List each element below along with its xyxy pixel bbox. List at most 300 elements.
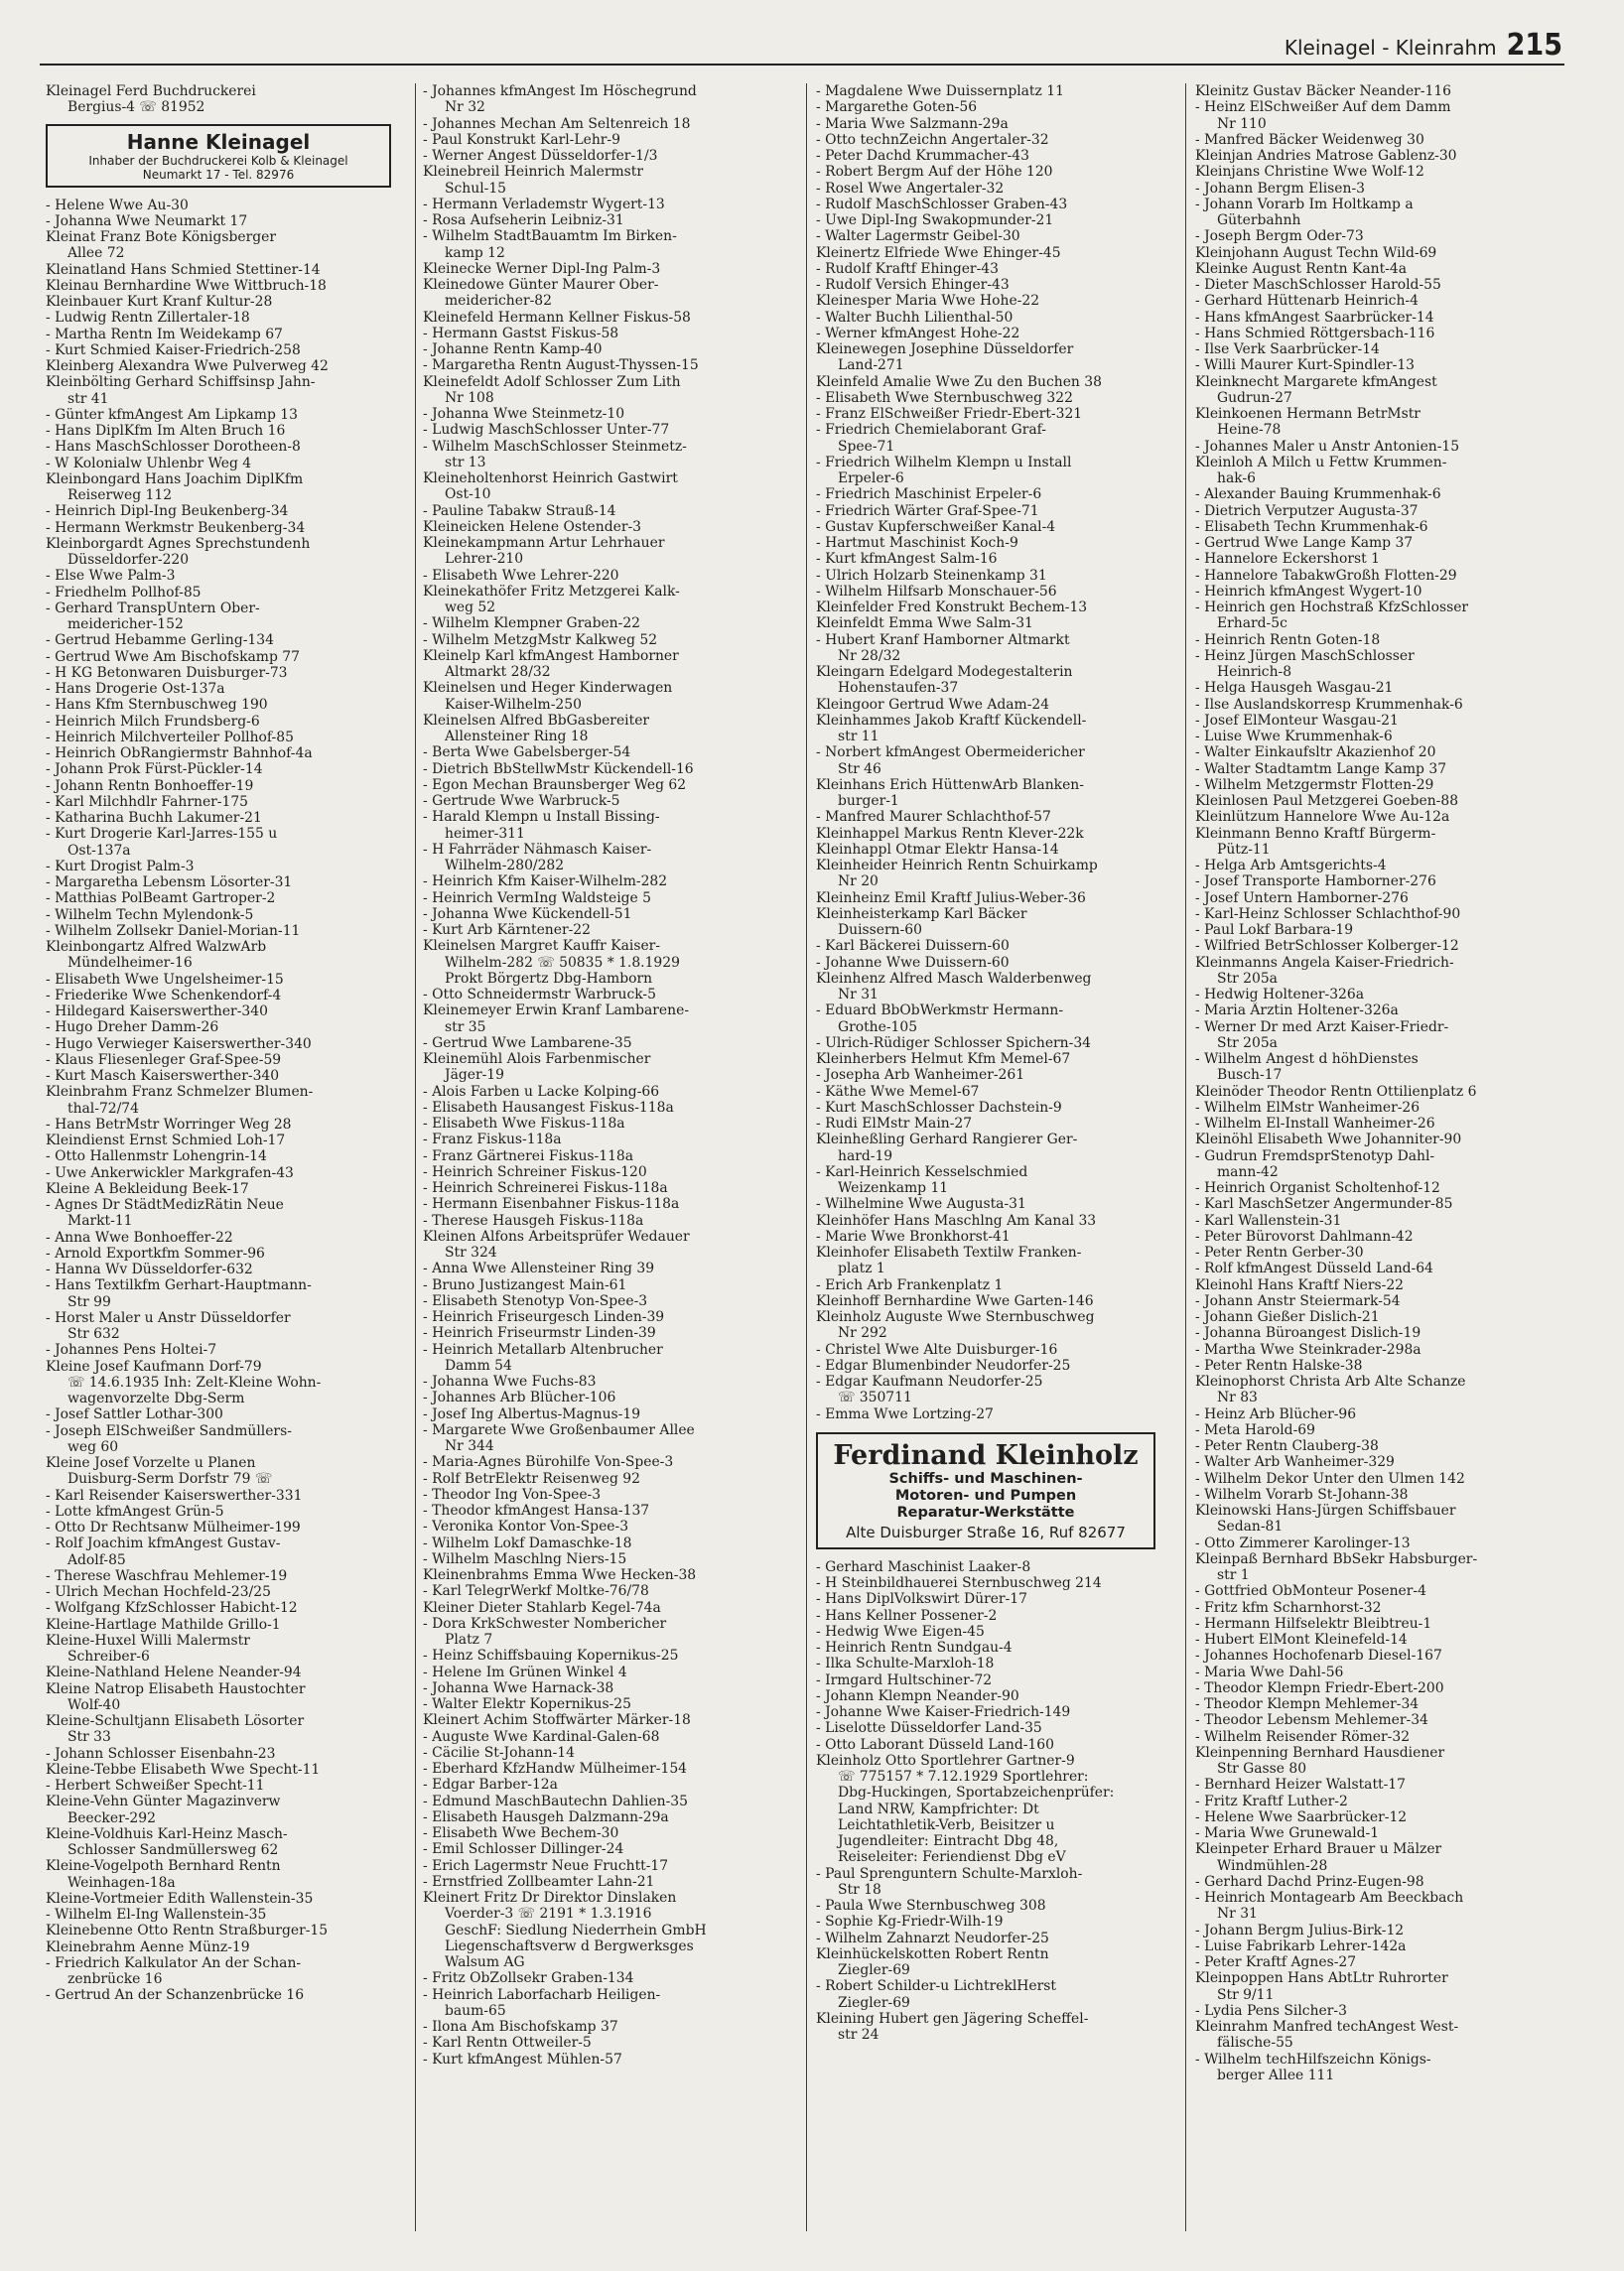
directory-entry-line: Kleinhöfer Hans Maschlng Am Kanal 33 bbox=[816, 1212, 1097, 1229]
directory-entry-line: Bergius-4 ☏ 81952 bbox=[68, 99, 205, 116]
directory-entry-line: Allee 72 bbox=[68, 245, 125, 262]
directory-entry-line: Kleinelsen Margret Kauffr Kaiser- bbox=[423, 938, 661, 955]
directory-entry-line: - Dora KrkSchwester Nombericher bbox=[423, 1615, 667, 1632]
directory-entry-line: - Maria Wwe Dahl-56 bbox=[1195, 1664, 1344, 1680]
directory-entry-line: platz 1 bbox=[838, 1261, 885, 1277]
directory-entry-line: - Maria Wwe Salzmann-29a bbox=[816, 115, 1009, 132]
directory-entry-line: - Christel Wwe Alte Duisburger-16 bbox=[816, 1341, 1058, 1358]
directory-entry-line: - Wilhelm Lokf Damaschke-18 bbox=[423, 1535, 632, 1551]
directory-entry-line: Kleine A Bekleidung Beek-17 bbox=[46, 1180, 249, 1197]
directory-entry-line: Kleinhans Erich HüttenwArb Blanken- bbox=[816, 776, 1084, 793]
directory-entry-line: - Hedwig Holtener-326a bbox=[1195, 987, 1364, 1002]
directory-entry-line: Kleinhappel Markus Rentn Klever-22k bbox=[816, 825, 1084, 842]
directory-entry-line: - Helga Arb Amtsgerichts-4 bbox=[1195, 858, 1387, 873]
directory-entry-line: - Heinz Schiffsbauing Kopernikus-25 bbox=[423, 1648, 679, 1665]
directory-entry-line: - Cäcilie St-Johann-14 bbox=[423, 1744, 575, 1761]
directory-entry-line: - Agnes Dr StädtMedizRätin Neue bbox=[46, 1197, 284, 1213]
advertisement-kleinagel bbox=[46, 124, 391, 188]
directory-entry-line: Kleinefeld Hermann Kellner Fiskus-58 bbox=[423, 309, 691, 326]
directory-entry-line: - Peter Bürovorst Dahlmann-42 bbox=[1195, 1228, 1414, 1245]
directory-entry-line: - Edgar Blumenbinder Neudorfer-25 bbox=[816, 1357, 1071, 1374]
directory-entry-line: Str Gasse 80 bbox=[1217, 1761, 1307, 1777]
directory-entry-line: - Maria Wwe Grunewald-1 bbox=[1195, 1825, 1380, 1841]
directory-entry-line: Liegenschaftsverw d Bergwerksges bbox=[445, 1937, 694, 1954]
directory-entry-line: Markt-11 bbox=[68, 1213, 133, 1230]
directory-entry-line: - Edgar Barber-12a bbox=[423, 1777, 558, 1794]
directory-entry-line: Kleinöhl Elisabeth Wwe Johanniter-90 bbox=[1195, 1132, 1462, 1148]
directory-entry-line: - Heinrich Milch Frundsberg-6 bbox=[46, 713, 260, 730]
directory-entry-line: Kleinebreil Heinrich Malermstr bbox=[423, 164, 643, 181]
ad-line: Schiffs- und Maschinen- bbox=[888, 1470, 1083, 1487]
directory-entry-line: - Alois Farben u Lacke Kolping-66 bbox=[423, 1083, 660, 1100]
directory-entry-line: - Kurt Drogerie Karl-Jarres-155 u bbox=[46, 826, 278, 843]
directory-entry-line: Kleinhückelskotten Robert Rentn bbox=[816, 1945, 1049, 1962]
directory-entry-line: - Magdalene Wwe Duissernplatz 11 bbox=[816, 83, 1064, 99]
column-rule bbox=[1185, 83, 1186, 2231]
directory-entry-line: - Paula Wwe Sternbuschweg 308 bbox=[816, 1898, 1046, 1914]
directory-entry-line: Mündelheimer-16 bbox=[68, 955, 193, 972]
directory-entry-line: Kleine-Schultjann Elisabeth Lösorter bbox=[46, 1713, 305, 1729]
directory-entry-line: - Herbert Schweißer Specht-11 bbox=[46, 1778, 265, 1794]
directory-entry-line: Nr 292 bbox=[838, 1325, 887, 1342]
directory-entry-line: str 11 bbox=[838, 729, 880, 744]
directory-entry-line: Kleinkoenen Hermann BetrMstr bbox=[1195, 406, 1421, 422]
directory-entry-line: - Theodor Klempn Mehlemer-34 bbox=[1195, 1696, 1420, 1712]
directory-entry-line: Kleinau Bernhardine Wwe Wittbruch-18 bbox=[46, 277, 327, 294]
directory-entry-line: Str 18 bbox=[838, 1881, 881, 1898]
page-number: 215 bbox=[1506, 28, 1562, 63]
directory-entry-line: - Werner kfmAngest Hohe-22 bbox=[816, 325, 1020, 341]
directory-entry-line: Kleinloh A Milch u Fettw Krummen- bbox=[1195, 454, 1447, 470]
directory-entry-line: Kleinelp Karl kfmAngest Hamborner bbox=[423, 647, 679, 664]
directory-entry-line: Str 99 bbox=[68, 1293, 111, 1310]
column-4-entries bbox=[1195, 83, 1562, 2083]
column-1 bbox=[46, 83, 413, 2231]
directory-entry-line: Busch-17 bbox=[1217, 1067, 1283, 1084]
directory-entry-line: - Johannes Arb Blücher-106 bbox=[423, 1390, 616, 1406]
directory-entry-line: - Johann Vorarb Im Holtkamp a bbox=[1195, 196, 1414, 212]
directory-entry-line: Kleinert Fritz Dr Direktor Dinslaken bbox=[423, 1890, 677, 1906]
directory-entry-line: - Eduard BbObWerkmstr Hermann- bbox=[816, 1002, 1064, 1019]
directory-entry-line: Kleinbrahm Franz Schmelzer Blumen- bbox=[46, 1084, 314, 1101]
directory-entry-line: Kleine-Nathland Helene Neander-94 bbox=[46, 1665, 302, 1681]
column-1-top-entries bbox=[46, 83, 413, 116]
directory-entry-line: - Heinrich VermIng Waldsteige 5 bbox=[423, 889, 652, 906]
directory-entry-line: Str 9/11 bbox=[1217, 1986, 1275, 2003]
directory-entry-line: - Gerhard Dachd Prinz-Eugen-98 bbox=[1195, 1873, 1424, 1890]
directory-entry-line: - Rosa Aufseherin Leibniz-31 bbox=[423, 212, 624, 228]
directory-entry-line: fälische-55 bbox=[1217, 2035, 1293, 2052]
directory-entry-line: Walsum AG bbox=[445, 1954, 525, 1970]
directory-entry-line: - Peter Dachd Krummacher-43 bbox=[816, 148, 1029, 164]
directory-entry-line: - Johanna Büroangest Dislich-19 bbox=[1195, 1325, 1421, 1342]
directory-entry-line: Kleine Josef Kaufmann Dorf-79 bbox=[46, 1358, 262, 1375]
directory-entry-line: - Hartmut Maschinist Koch-9 bbox=[816, 535, 1018, 551]
directory-entry-line: meidericher-82 bbox=[445, 293, 552, 310]
directory-entry-line: - Johanna Wwe Neumarkt 17 bbox=[46, 212, 248, 229]
directory-entry-line: Kleinitz Gustav Bäcker Neander-116 bbox=[1195, 83, 1452, 99]
directory-entry-line: - Gertrud An der Schanzenbrücke 16 bbox=[46, 1987, 305, 2004]
directory-entry-line: - Auguste Wwe Kardinal-Galen-68 bbox=[423, 1728, 660, 1745]
directory-entry-line: Erhard-5c bbox=[1217, 615, 1287, 632]
directory-entry-line: - Heinrich Kfm Kaiser-Wilhelm-282 bbox=[423, 873, 668, 890]
directory-entry-line: - Dieter MaschSchlosser Harold-55 bbox=[1195, 277, 1441, 293]
directory-entry-line: - Karl Wallenstein-31 bbox=[1195, 1212, 1342, 1229]
directory-entry-line: - Else Wwe Palm-3 bbox=[46, 568, 176, 585]
directory-entry-line: Kleindienst Ernst Schmied Loh-17 bbox=[46, 1133, 286, 1148]
directory-entry-line: Duissern-60 bbox=[838, 922, 922, 938]
directory-entry-line: - Maria Ärztin Holtener-326a bbox=[1195, 1002, 1399, 1019]
directory-entry-line: - Anna Wwe Bonhoeffer-22 bbox=[46, 1229, 233, 1246]
directory-entry-line: Land-271 bbox=[838, 357, 904, 374]
directory-entry-line: - Egon Mechan Braunsberger Weg 62 bbox=[423, 776, 687, 793]
directory-entry-line: Wilhelm-282 ☏ 50835 * 1.8.1929 bbox=[445, 954, 680, 971]
directory-entry-line: GeschF: Siedlung Niederrhein GmbH bbox=[445, 1922, 707, 1938]
directory-entry-line: - Pauline Tabakw Strauß-14 bbox=[423, 502, 616, 519]
directory-entry-line: Ost-10 bbox=[445, 486, 491, 503]
directory-entry-line: - Josef Sattler Lothar-300 bbox=[46, 1406, 223, 1423]
directory-entry-line: Str 205a bbox=[1217, 1034, 1278, 1051]
directory-entry-line: - Eberhard KfzHandw Mülheimer-154 bbox=[423, 1761, 688, 1777]
directory-entry-line: Kleinheider Heinrich Rentn Schuirkamp bbox=[816, 858, 1098, 873]
directory-entry-line: - Paul Sprenguntern Schulte-Marxloh- bbox=[816, 1865, 1083, 1882]
directory-entry-line: mann-42 bbox=[1217, 1163, 1279, 1180]
directory-entry-line: - Rolf Joachim kfmAngest Gustav- bbox=[46, 1536, 281, 1552]
directory-entry-line: Kleineicken Helene Ostender-3 bbox=[423, 518, 641, 535]
directory-entry-line: - H Steinbildhauerei Sternbuschweg 214 bbox=[816, 1575, 1102, 1591]
directory-entry-line: - Elisabeth Wwe Fiskus-118a bbox=[423, 1116, 625, 1132]
directory-entry-line: Weinhagen-18a bbox=[68, 1874, 176, 1891]
directory-entry-line: - Ulrich Holzarb Steinenkamp 31 bbox=[816, 567, 1047, 584]
directory-entry-line: - Heinrich Schreiner Fiskus-120 bbox=[423, 1163, 647, 1180]
directory-entry-line: Kleinborgardt Agnes Sprechstundenh bbox=[46, 535, 311, 552]
directory-entry-line: Kleinöder Theodor Rentn Ottilienplatz 6 bbox=[1195, 1083, 1477, 1100]
directory-entry-line: Str 33 bbox=[68, 1729, 111, 1746]
directory-entry-line: ☏ 350711 bbox=[838, 1390, 912, 1406]
directory-entry-line: - Rolf kfmAngest Düsseld Land-64 bbox=[1195, 1261, 1433, 1277]
directory-entry-line: - Werner Dr med Arzt Kaiser-Friedr- bbox=[1195, 1018, 1449, 1035]
directory-entry-line: - Wilhelm Maschlng Niers-15 bbox=[423, 1550, 627, 1567]
directory-entry-line: - Johannes Pens Holtei-7 bbox=[46, 1342, 217, 1359]
directory-entry-line: Kleinewegen Josephine Düsseldorfer bbox=[816, 341, 1074, 357]
directory-entry-line: - Johanne Wwe Kaiser-Friedrich-149 bbox=[816, 1704, 1071, 1720]
directory-entry-line: - Otto Dr Rechtsanw Mülheimer-199 bbox=[46, 1520, 301, 1536]
directory-entry-line: Platz 7 bbox=[445, 1632, 493, 1648]
directory-entry-line: - Anna Wwe Allensteiner Ring 39 bbox=[423, 1261, 655, 1277]
directory-entry-line: heimer-311 bbox=[445, 825, 525, 842]
directory-entry-line: - Friedrich Chemielaborant Graf- bbox=[816, 422, 1046, 439]
directory-entry-line: - Marie Wwe Bronkhorst-41 bbox=[816, 1228, 1011, 1245]
directory-entry-line: Kleinertz Elfriede Wwe Ehinger-45 bbox=[816, 244, 1061, 261]
directory-entry-line: - Ulrich Mechan Hochfeld-23/25 bbox=[46, 1584, 271, 1600]
directory-entry-line: - Irmgard Hultschiner-72 bbox=[816, 1671, 993, 1688]
directory-entry-line: - Lotte kfmAngest Grün-5 bbox=[46, 1503, 224, 1520]
directory-entry-line: - Meta Harold-69 bbox=[1195, 1421, 1315, 1438]
directory-entry-line: - Fritz Kraftf Luther-2 bbox=[1195, 1793, 1348, 1809]
directory-entry-line: Kleinecke Werner Dipl-Ing Palm-3 bbox=[423, 260, 661, 277]
directory-entry-line: - Elisabeth Stenotyp Von-Spee-3 bbox=[423, 1292, 648, 1309]
directory-entry-line: - Rudolf Versich Ehinger-43 bbox=[816, 277, 1010, 293]
directory-entry-line: - Heinrich Metallarb Altenbrucher bbox=[423, 1341, 663, 1358]
directory-entry-line: - Walter Arb Wanheimer-329 bbox=[1195, 1454, 1395, 1471]
directory-entry-line: - Heinrich ObRangiermstr Bahnhof-4a bbox=[46, 745, 313, 761]
directory-entry-line: Reiserweg 112 bbox=[68, 487, 173, 503]
directory-entry-line: - Wilhelm Klempner Graben-22 bbox=[423, 615, 640, 632]
directory-entry-line: Kleine-Huxel Willi Malermstr bbox=[46, 1632, 250, 1649]
directory-entry-line: Erpeler-6 bbox=[838, 470, 904, 486]
directory-entry-line: - Walter Lagermstr Geibel-30 bbox=[816, 228, 1020, 245]
directory-entry-line: kamp 12 bbox=[445, 244, 505, 261]
directory-entry-line: - Hans MaschSchlosser Dorotheen-8 bbox=[46, 439, 301, 456]
directory-entry-line: Jugendleiter: Eintracht Dbg 48, bbox=[838, 1833, 1059, 1849]
directory-entry-line: - Friedrich Wilhelm Klempn u Install bbox=[816, 454, 1072, 470]
directory-entry-line: Kleinpenning Bernhard Hausdiener bbox=[1195, 1744, 1445, 1761]
directory-entry-line: - Heinrich Dipl-Ing Beukenberg-34 bbox=[46, 503, 289, 520]
directory-entry-line: - Gertrud Wwe Lange Kamp 37 bbox=[1195, 535, 1414, 551]
directory-entry-line: - Hildegard Kaiserswerther-340 bbox=[46, 1003, 268, 1019]
directory-entry-line: - Theodor Ing Von-Spee-3 bbox=[423, 1486, 602, 1503]
directory-entry-line: - Heinz Arb Blücher-96 bbox=[1195, 1405, 1357, 1422]
directory-entry-line: Düsseldorfer-220 bbox=[68, 552, 190, 568]
advertisement-kleinholz bbox=[816, 1432, 1155, 1549]
directory-entry-line: Kleinhenz Alfred Masch Walderbenweg bbox=[816, 970, 1092, 987]
directory-entry-line: Nr 32 bbox=[445, 99, 485, 116]
directory-entry-line: - Hans Schmied Röttgersbach-116 bbox=[1195, 325, 1435, 341]
directory-entry-line: - Wilhelm techHilfszeichn Königs- bbox=[1195, 2051, 1431, 2068]
directory-entry-line: - Johanne Wwe Duissern-60 bbox=[816, 954, 1010, 971]
directory-entry-line: - Wilfried BetrSchlosser Kolberger-12 bbox=[1195, 938, 1459, 955]
directory-entry-line: - Manfred Bäcker Weidenweg 30 bbox=[1195, 131, 1424, 148]
directory-entry-line: - Paul Konstrukt Karl-Lehr-9 bbox=[423, 131, 620, 148]
directory-entry-line: Kleinatland Hans Schmied Stettiner-14 bbox=[46, 261, 321, 278]
directory-entry-line: Kleinagel Ferd Buchdruckerei bbox=[46, 83, 256, 99]
directory-entry-line: - W Kolonialw Uhlenbr Weg 4 bbox=[46, 455, 252, 471]
directory-entry-line: Nr 83 bbox=[1217, 1390, 1258, 1406]
directory-entry-line: - Rosel Wwe Angertaler-32 bbox=[816, 180, 1005, 197]
directory-entry-line: Kleinefeldt Adolf Schlosser Zum Lith bbox=[423, 373, 681, 390]
directory-entry-line: Kleine-Tebbe Elisabeth Wwe Specht-11 bbox=[46, 1761, 321, 1778]
directory-entry-line: - Johannes Maler u Anstr Antonien-15 bbox=[1195, 438, 1460, 455]
directory-entry-line: str 24 bbox=[838, 2027, 880, 2043]
directory-entry-line: Str 324 bbox=[445, 1245, 497, 1261]
directory-entry-line: - Gertrude Wwe Warbruck-5 bbox=[423, 793, 620, 809]
directory-entry-line: - Dietrich BbStellwMstr Kückendell-16 bbox=[423, 760, 694, 777]
directory-entry-line: Reiseleiter: Feriendienst Dbg eV bbox=[838, 1849, 1066, 1866]
directory-entry-line: - Heinrich Rentn Sundgau-4 bbox=[816, 1640, 1013, 1656]
directory-entry-line: Windmühlen-28 bbox=[1217, 1857, 1328, 1874]
directory-entry-line: - Kurt Arb Kärntener-22 bbox=[423, 922, 591, 938]
column-2-entries bbox=[423, 83, 790, 2068]
directory-entry-line: - Johann Bergm Julius-Birk-12 bbox=[1195, 1922, 1405, 1938]
directory-entry-line: - Walter Einkaufsltr Akazienhof 20 bbox=[1195, 744, 1436, 761]
directory-entry-line: - Otto Hallenmstr Lohengrin-14 bbox=[46, 1148, 267, 1165]
directory-entry-line: - Franz Gärtnerei Fiskus-118a bbox=[423, 1147, 634, 1164]
directory-entry-line: - Martha Rentn Im Weidekamp 67 bbox=[46, 326, 283, 342]
directory-entry-line: - Therese Hausgeh Fiskus-118a bbox=[423, 1212, 644, 1229]
directory-entry-line: - Ilse Verk Saarbrücker-14 bbox=[1195, 341, 1380, 357]
directory-entry-line: - Gertrud Hebamme Gerling-134 bbox=[46, 632, 274, 649]
directory-entry-line: Kleinekathöfer Fritz Metzgerei Kalk- bbox=[423, 583, 680, 600]
directory-entry-line: - Hans kfmAngest Saarbrücker-14 bbox=[1195, 309, 1434, 326]
directory-entry-line: - Franz Fiskus-118a bbox=[423, 1132, 562, 1148]
directory-entry-line: - Theodor kfmAngest Hansa-137 bbox=[423, 1503, 650, 1519]
directory-entry-line: Wilhelm-280/282 bbox=[445, 858, 565, 873]
ad-line: Neumarkt 17 - Tel. 82976 bbox=[142, 167, 295, 182]
directory-entry-line: - Heinrich kfmAngest Wygert-10 bbox=[1195, 583, 1422, 600]
running-head bbox=[1285, 28, 1562, 63]
ad-line: Motoren- und Pumpen bbox=[894, 1487, 1077, 1504]
directory-entry-line: - Hannelore Eckershorst 1 bbox=[1195, 551, 1380, 568]
directory-entry-line: - Theodor Lebensm Mehlemer-34 bbox=[1195, 1712, 1428, 1729]
directory-entry-line: - Margaretha Rentn August-Thyssen-15 bbox=[423, 357, 699, 374]
directory-entry-line: Kleinheisterkamp Karl Bäcker bbox=[816, 905, 1027, 922]
directory-entry-line: - Johann Schlosser Eisenbahn-23 bbox=[46, 1745, 276, 1762]
directory-entry-line: - Peter Kraftf Agnes-27 bbox=[1195, 1954, 1357, 1970]
directory-entry-line: - Veronika Kontor Von-Spee-3 bbox=[423, 1519, 629, 1536]
directory-entry-line: - Hermann Verlademstr Wygert-13 bbox=[423, 196, 665, 212]
directory-entry-line: Kleinhammes Jakob Kraftf Kückendell- bbox=[816, 712, 1087, 729]
directory-entry-line: Kleinheinz Emil Kraftf Julius-Weber-36 bbox=[816, 889, 1086, 906]
directory-entry-line: wagenvorzelte Dbg-Serm bbox=[68, 1391, 245, 1406]
directory-entry-line: - H KG Betonwaren Duisburger-73 bbox=[46, 664, 288, 681]
directory-entry-line: Hohenstaufen-37 bbox=[838, 680, 959, 697]
directory-entry-line: Weizenkamp 11 bbox=[838, 1180, 949, 1196]
directory-entry-line: Kleinheßling Gerhard Rangierer Ger- bbox=[816, 1132, 1078, 1148]
directory-entry-line: - Hermann Werkmstr Beukenberg-34 bbox=[46, 519, 306, 536]
directory-entry-line: - Wilhelm Dekor Unter den Ulmen 142 bbox=[1195, 1470, 1465, 1487]
directory-entry-line: Kleinhappl Otmar Elektr Hansa-14 bbox=[816, 841, 1059, 858]
column-3-entries bbox=[816, 83, 1183, 1422]
directory-entry-line: Lehrer-210 bbox=[445, 551, 524, 568]
column-2 bbox=[423, 83, 790, 2231]
directory-entry-line: - Josef Ing Albertus-Magnus-19 bbox=[423, 1405, 641, 1422]
directory-entry-line: - Robert Schilder-u LichtreklHerst bbox=[816, 1978, 1056, 1995]
directory-entry-line: - Theodor Klempn Friedr-Ebert-200 bbox=[1195, 1679, 1444, 1696]
directory-entry-line: baum-65 bbox=[445, 2002, 506, 2019]
directory-entry-line: Spee-71 bbox=[838, 438, 895, 455]
directory-entry-line: - Hubert Kranf Hamborner Altmarkt bbox=[816, 631, 1070, 648]
directory-entry-line: - Hans DiplKfm Im Alten Bruch 16 bbox=[46, 423, 286, 439]
directory-entry-line: - Heinrich Organist Scholtenhof-12 bbox=[1195, 1180, 1440, 1196]
directory-entry-line: - Hans Kfm Sternbuschweg 190 bbox=[46, 697, 268, 714]
column-3 bbox=[816, 83, 1183, 2231]
directory-entry-line: Kleine Natrop Elisabeth Haustochter bbox=[46, 1680, 306, 1697]
directory-entry-line: Kleiner Dieter Stahlarb Kegel-74a bbox=[423, 1599, 661, 1616]
directory-entry-line: - Wilhelm Techn Mylendonk-5 bbox=[46, 906, 254, 923]
directory-entry-line: Nr 20 bbox=[838, 873, 879, 890]
directory-entry-line: - Heinrich Friseurmstr Linden-39 bbox=[423, 1325, 656, 1342]
directory-entry-line: - Otto Laborant Düsseld Land-160 bbox=[816, 1736, 1054, 1753]
directory-entry-line: Nr 108 bbox=[445, 389, 494, 406]
running-head-range: Kleinagel - Kleinrahm bbox=[1284, 36, 1497, 60]
directory-entry-line: - Wilhelm StadtBauamtm Im Birken- bbox=[423, 228, 677, 245]
directory-entry-line: Dbg-Huckingen, Sportabzeichenprüfer: bbox=[838, 1785, 1115, 1802]
directory-entry-line: Kleinfeld Amalie Wwe Zu den Buchen 38 bbox=[816, 373, 1102, 390]
directory-entry-line: Beecker-292 bbox=[68, 1809, 156, 1826]
directory-entry-line: Kleinholz Otto Sportlehrer Gartner-9 bbox=[816, 1752, 1075, 1769]
directory-entry-line: - Berta Wwe Gabelsberger-54 bbox=[423, 744, 631, 761]
directory-entry-line: - Kurt Masch Kaiserswerther-340 bbox=[46, 1068, 280, 1084]
directory-entry-line: Gudrun-27 bbox=[1217, 389, 1292, 406]
directory-entry-line: - Gerhard Maschinist Laaker-8 bbox=[816, 1558, 1031, 1575]
directory-entry-line: - Johann Gießer Dislich-21 bbox=[1195, 1309, 1380, 1325]
directory-entry-line: - Friedrich Kalkulator An der Schan- bbox=[46, 1954, 302, 1971]
directory-entry-line: - Rolf BetrElektr Reisenweg 92 bbox=[423, 1470, 640, 1487]
directory-entry-line: Kleine-Voldhuis Karl-Heinz Masch- bbox=[46, 1825, 288, 1842]
directory-entry-line: - Walter Buchh Lilienthal-50 bbox=[816, 309, 1014, 326]
directory-entry-line: - Uwe Dipl-Ing Swakopmunder-21 bbox=[816, 212, 1054, 228]
directory-entry-line: - Wilhelm MaschSchlosser Steinmetz- bbox=[423, 438, 687, 455]
directory-entry-line: - Robert Bergm Auf der Höhe 120 bbox=[816, 164, 1053, 181]
directory-entry-line: berger Allee 111 bbox=[1217, 2067, 1335, 2083]
directory-entry-line: - Johann Bergm Elisen-3 bbox=[1195, 180, 1365, 197]
directory-entry-line: Kleingarn Edelgard Modegestalterin bbox=[816, 664, 1073, 680]
directory-entry-line: - Hans Kellner Possener-2 bbox=[816, 1607, 998, 1624]
directory-entry-line: - Franz ElSchweißer Friedr-Ebert-321 bbox=[816, 406, 1083, 422]
directory-entry-line: - Wilhelm ElMstr Wanheimer-26 bbox=[1195, 1099, 1421, 1116]
directory-entry-line: - Johannes kfmAngest Im Höschegrund bbox=[423, 83, 697, 99]
directory-entry-line: - Johann Klempn Neander-90 bbox=[816, 1687, 1019, 1704]
directory-entry-line: hak-6 bbox=[1217, 470, 1256, 486]
directory-entry-line: - Liselotte Düsseldorfer Land-35 bbox=[816, 1720, 1042, 1737]
directory-entry-line: - Norbert kfmAngest Obermeidericher bbox=[816, 744, 1085, 761]
directory-entry-line: - Matthias PolBeamt Gartroper-2 bbox=[46, 890, 276, 907]
directory-entry-line: Kleinesper Maria Wwe Hohe-22 bbox=[816, 293, 1040, 310]
directory-entry-line: Kleinhofer Elisabeth Textilw Franken- bbox=[816, 1245, 1082, 1261]
directory-entry-line: Ziegler-69 bbox=[838, 1994, 910, 2011]
directory-entry-line: - Karl-Heinz Schlosser Schlachthof-90 bbox=[1195, 905, 1461, 922]
directory-entry-line: str 35 bbox=[445, 1018, 486, 1035]
directory-entry-line: - Lydia Pens Silcher-3 bbox=[1195, 2002, 1347, 2019]
directory-entry-line: - Emma Wwe Lortzing-27 bbox=[816, 1405, 994, 1422]
directory-entry-line: - Karl Milchhdlr Fahrner-175 bbox=[46, 793, 249, 810]
directory-entry-line: - Fritz kfm Scharnhorst-32 bbox=[1195, 1599, 1382, 1616]
directory-entry-line: - Arnold Exportkfm Sommer-96 bbox=[46, 1245, 265, 1262]
directory-entry-line: thal-72/74 bbox=[68, 1100, 139, 1117]
directory-entry-line: Kleinke August Rentn Kant-4a bbox=[1195, 260, 1407, 277]
directory-entry-line: - Kurt kfmAngest Salm-16 bbox=[816, 551, 998, 568]
directory-entry-line: Kleinemeyer Erwin Kranf Lambarene- bbox=[423, 1002, 690, 1019]
directory-entry-line: - Karl Bäckerei Duissern-60 bbox=[816, 938, 1010, 955]
directory-entry-line: - Helene Wwe Au-30 bbox=[46, 197, 189, 213]
directory-entry-line: Voerder-3 ☏ 2191 * 1.3.1916 bbox=[445, 1906, 652, 1923]
directory-entry-line: Kleinfelder Fred Konstrukt Bechem-13 bbox=[816, 600, 1088, 615]
directory-entry-line: - Hermann Hilfselektr Bleibtreu-1 bbox=[1195, 1615, 1432, 1632]
directory-entry-line: - Heinrich Rentn Goten-18 bbox=[1195, 631, 1381, 648]
directory-entry-line: - Kurt Schmied Kaiser-Friedrich-258 bbox=[46, 341, 301, 358]
directory-entry-line: Kleinebenne Otto Rentn Straßburger-15 bbox=[46, 1923, 329, 1939]
directory-entry-line: Kleinbongard Hans Joachim DiplKfm bbox=[46, 470, 304, 487]
directory-entry-line: Kleinherbers Helmut Kfm Memel-67 bbox=[816, 1051, 1071, 1067]
directory-entry-line: Kleinmanns Angela Kaiser-Friedrich- bbox=[1195, 954, 1454, 971]
directory-entry-line: - Friedhelm Pollhof-85 bbox=[46, 584, 202, 601]
directory-entry-line: - Katharina Buchh Lakumer-21 bbox=[46, 810, 262, 826]
directory-entry-line: - Elisabeth Techn Krummenhak-6 bbox=[1195, 518, 1428, 535]
directory-entry-line: Kleinert Achim Stoffwärter Märker-18 bbox=[423, 1712, 691, 1729]
directory-entry-line: - Gustav Kupferschweißer Kanal-4 bbox=[816, 518, 1056, 535]
directory-entry-line: Kleinfeldt Emma Wwe Salm-31 bbox=[816, 615, 1033, 632]
directory-entry-line: Kleinjohann August Techn Wild-69 bbox=[1195, 244, 1437, 261]
column-1-entries bbox=[46, 198, 413, 2004]
directory-entry-line: - Werner Angest Düsseldorfer-1/3 bbox=[423, 148, 658, 164]
directory-entry-line: - Joseph ElSchweißer Sandmüllers- bbox=[46, 1422, 292, 1439]
directory-entry-line: Pütz-11 bbox=[1217, 841, 1271, 858]
directory-entry-line: - Wilhelm Reisender Römer-32 bbox=[1195, 1728, 1411, 1745]
directory-entry-line: - Johanna Wwe Steinmetz-10 bbox=[423, 406, 625, 422]
directory-entry-line: - Johannes Hochofenarb Diesel-167 bbox=[1195, 1648, 1442, 1665]
directory-entry-line: - Josef ElMonteur Wasgau-21 bbox=[1195, 712, 1399, 729]
directory-entry-line: - Johannes Mechan Am Seltenreich 18 bbox=[423, 115, 691, 132]
